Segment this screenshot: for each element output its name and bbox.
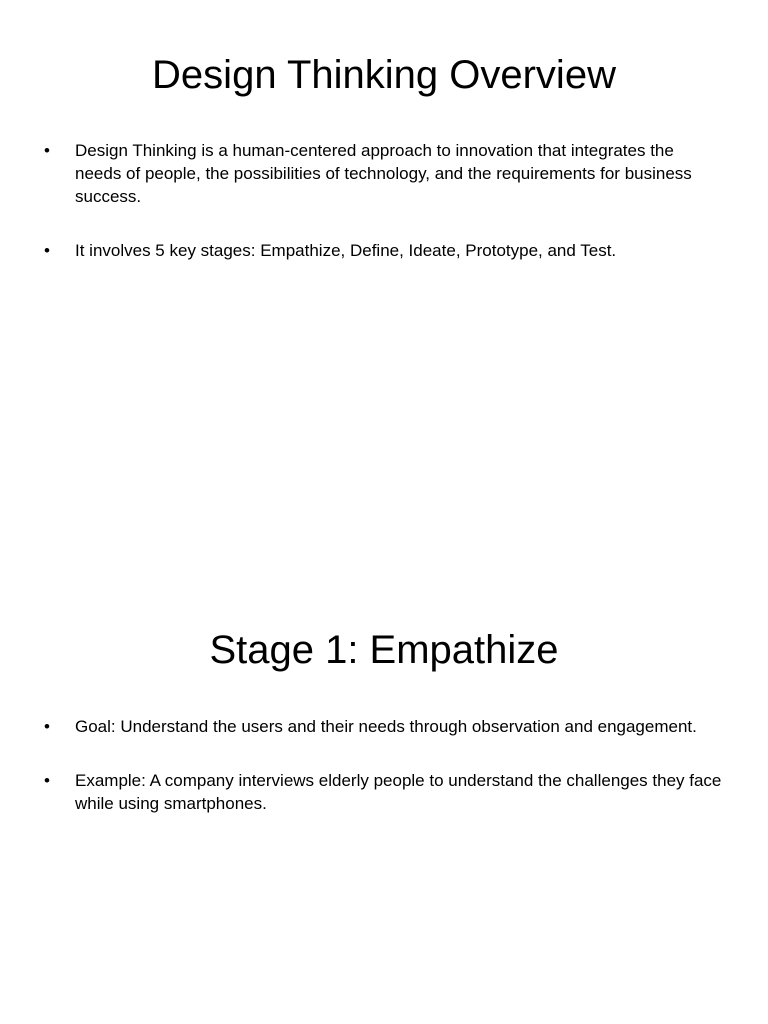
slide-stage-1-empathize — [0, 576, 768, 1024]
bullet-item — [0, 239, 768, 262]
slide-title: Stage 1: Empathize — [209, 628, 559, 672]
bullet-text: Example: A company interviews elderly people to understand the challenges they face while using smartphones. — [75, 771, 722, 813]
bullet-glyph: • — [44, 771, 50, 790]
bullet-text: It involves 5 key stages: Empathize, Define, Ideate, Prototype, and Test. — [75, 241, 617, 260]
bullet-glyph: • — [44, 141, 50, 160]
slide-title: Design Thinking Overview — [152, 53, 616, 97]
bullet-list — [0, 139, 768, 293]
bullet-text: Goal: Understand the users and their needs through observation and engagement. — [75, 717, 697, 736]
bullet-glyph: • — [44, 241, 50, 260]
bullet-item — [0, 139, 768, 208]
bullet-item — [0, 715, 768, 738]
bullet-text: Design Thinking is a human-centered approach to innovation that integrates the needs of people, the possibilities of technology, and the requirements for business success. — [75, 141, 692, 206]
bullet-list — [0, 715, 768, 846]
bullet-item — [0, 769, 768, 815]
bullet-glyph: • — [44, 717, 50, 736]
